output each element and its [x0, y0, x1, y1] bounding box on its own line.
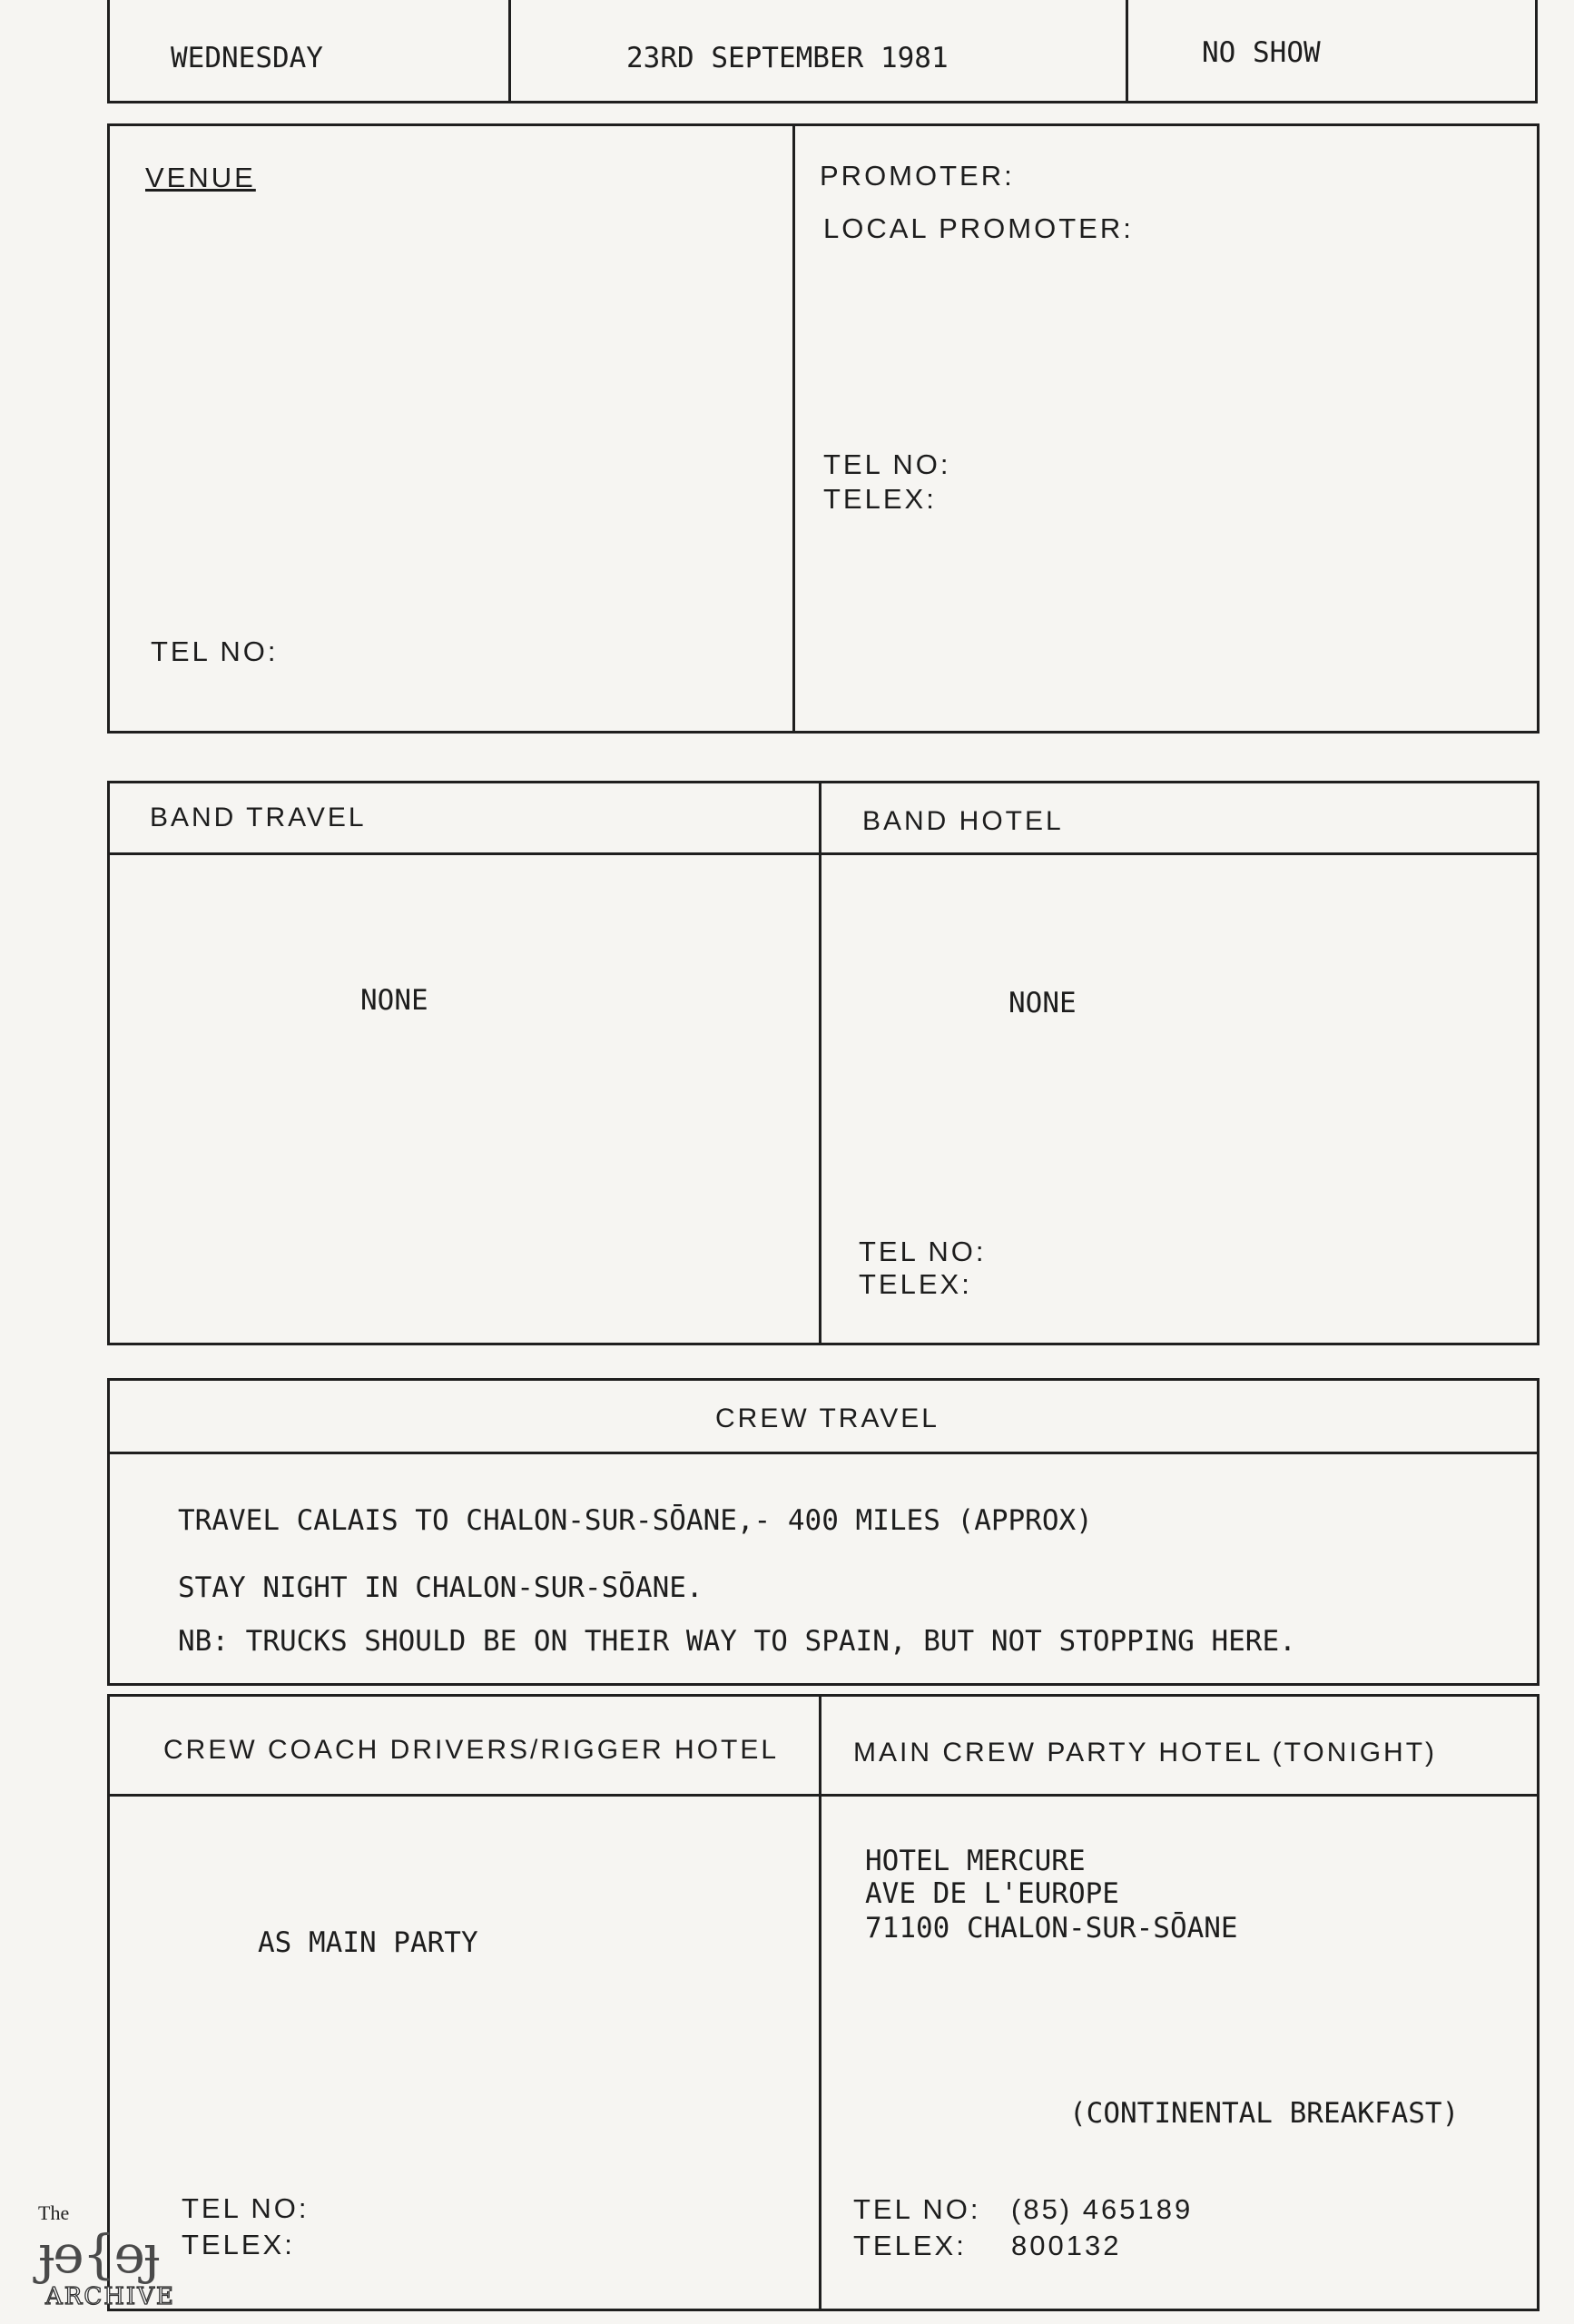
main-hotel-address-2: AVE DE L'EUROPE	[865, 1877, 1119, 1910]
crew-travel-title: CREW TRAVEL	[715, 1403, 939, 1433]
band-hotel-title: BAND HOTEL	[862, 806, 1064, 836]
header-day: WEDNESDAY	[171, 42, 323, 74]
crew-hotels-divider	[819, 1694, 821, 2311]
crew-hotels-header-line	[107, 1794, 1540, 1797]
promoter-title: PROMOTER:	[820, 160, 1015, 192]
crew-travel-line-2: STAY NIGHT IN CHALON-SUR-SŌANE.	[178, 1571, 703, 1604]
venue-promoter-divider	[792, 123, 795, 734]
main-hotel-telex-label: TELEX:	[853, 2230, 967, 2261]
header-divider-2	[1126, 0, 1128, 103]
band-header-line	[107, 852, 1540, 855]
coach-hotel-title: CREW COACH DRIVERS/RIGGER HOTEL	[163, 1735, 780, 1765]
main-hotel-title: MAIN CREW PARTY HOTEL (TONIGHT)	[853, 1738, 1438, 1768]
coach-hotel-tel-label: TEL NO:	[182, 2192, 310, 2224]
main-hotel-tel-value: (85) 465189	[1011, 2193, 1194, 2225]
promoter-telex-label: TELEX:	[823, 483, 937, 515]
archive-logo	[25, 2192, 207, 2310]
band-hotel-telex-label: TELEX:	[859, 1268, 972, 1300]
header-divider-1	[508, 0, 511, 103]
crew-travel-line-1: TRAVEL CALAIS TO CHALON-SUR-SŌANE,- 400 MILES (APPROX)	[178, 1504, 1093, 1537]
coach-hotel-telex-label: TELEX:	[182, 2229, 295, 2260]
band-hotel-tel-label: TEL NO:	[859, 1236, 987, 1267]
band-section	[107, 781, 1540, 1345]
header-date: 23RD SEPTEMBER 1981	[626, 42, 949, 74]
main-hotel-telex-value: 800132	[1011, 2230, 1122, 2261]
promoter-tel-label: TEL NO:	[823, 448, 951, 480]
crew-hotels-section	[107, 1694, 1540, 2311]
band-hotel-value: NONE	[1008, 987, 1077, 1019]
main-hotel-address-1: HOTEL MERCURE	[865, 1845, 1086, 1877]
header-status: NO SHOW	[1202, 36, 1321, 69]
crew-travel-line-3: NB: TRUCKS SHOULD BE ON THEIR WAY TO SPAIN, BUT NOT STOPPING HERE.	[178, 1625, 1296, 1658]
main-hotel-tel-label: TEL NO:	[853, 2193, 981, 2225]
coach-hotel-value: AS MAIN PARTY	[258, 1926, 478, 1959]
archive-logo-word: ARCHIVE	[45, 2283, 175, 2310]
band-travel-value: NONE	[360, 984, 428, 1017]
band-travel-title: BAND TRAVEL	[150, 803, 367, 832]
crew-travel-header-line	[107, 1452, 1540, 1454]
venue-title: VENUE	[145, 162, 256, 193]
main-hotel-address-3: 71100 CHALON-SUR-SŌANE	[865, 1912, 1238, 1945]
archive-logo-mark: ɟɘ{ɘɟ	[38, 2223, 159, 2285]
band-divider	[819, 781, 821, 1345]
venue-tel-label: TEL NO:	[151, 635, 279, 667]
main-hotel-breakfast: (CONTINENTAL BREAKFAST)	[1069, 2097, 1460, 2130]
local-promoter-label: LOCAL PROMOTER:	[823, 212, 1134, 244]
archive-logo-the: The	[38, 2201, 70, 2224]
